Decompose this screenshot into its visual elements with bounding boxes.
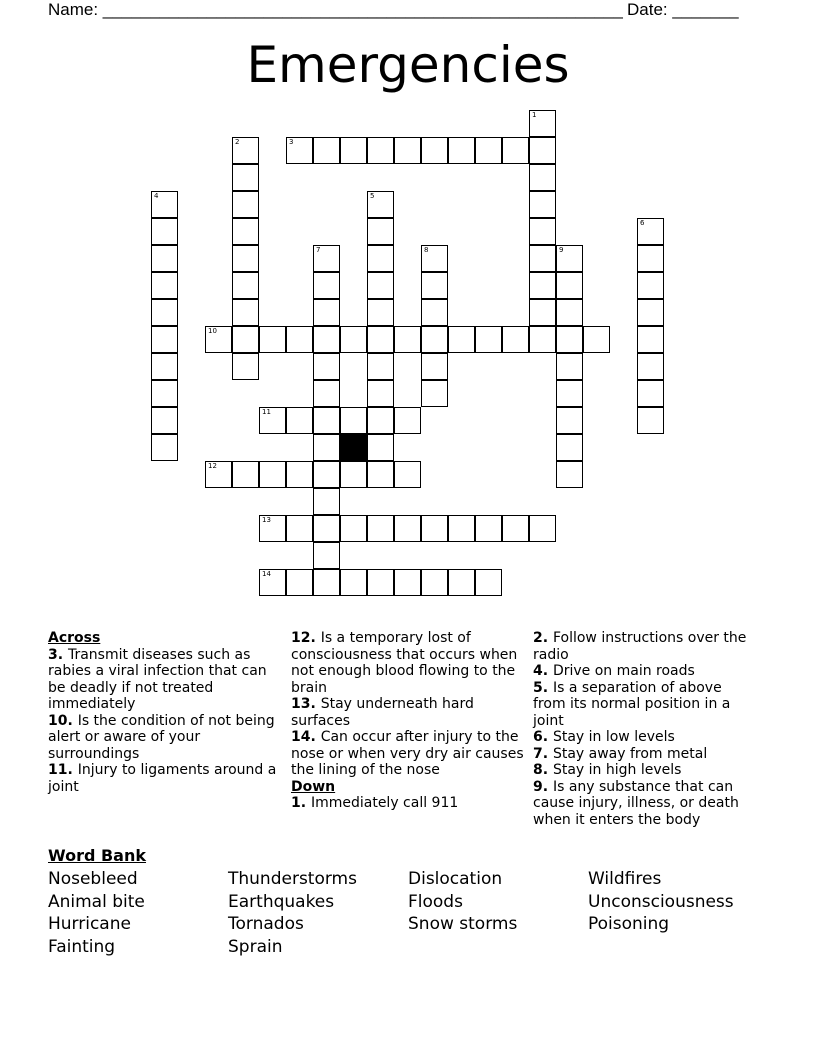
crossword-cell[interactable] (367, 137, 394, 164)
word-bank-item: Fainting (48, 937, 116, 957)
crossword-cell[interactable] (421, 569, 448, 596)
clue-down-1: 1. Immediately call 911 (291, 795, 459, 811)
clue-down-7: 7. Stay away from metal (533, 745, 708, 762)
crossword-cell[interactable] (313, 272, 340, 299)
clue-text: Transmit diseases such as rabies a viral infection that can be deadly if not treated immediately (48, 646, 267, 712)
crossword-cell[interactable] (556, 461, 583, 488)
crossword-cell[interactable] (529, 299, 556, 326)
crossword-cell[interactable] (367, 515, 394, 542)
cell-number: 6 (640, 219, 645, 227)
clue-number: 1 (291, 795, 301, 811)
crossword-cell[interactable] (529, 326, 556, 353)
crossword-cell[interactable] (637, 299, 664, 326)
crossword-cell[interactable] (151, 191, 178, 218)
clue-down-6: 6. Stay in low levels (533, 729, 675, 745)
crossword-cell[interactable] (232, 272, 259, 299)
crossword-cell[interactable] (556, 245, 583, 272)
crossword-cell[interactable] (448, 515, 475, 542)
crossword-cell[interactable] (637, 380, 664, 407)
clues-column-1 (48, 630, 283, 795)
clue-down-8: 8. Stay in high levels (533, 762, 682, 778)
crossword-cell[interactable] (232, 353, 259, 380)
crossword-cell[interactable] (259, 569, 286, 596)
clue-number: 7 (533, 745, 543, 762)
word-bank-item: Floods (408, 892, 463, 912)
crossword-cell[interactable] (232, 461, 259, 488)
word-bank-item: Dislocation (408, 869, 503, 889)
crossword-cell[interactable] (502, 326, 529, 353)
clue-number: 13 (291, 696, 311, 712)
crossword-cell[interactable] (367, 245, 394, 272)
crossword-cell[interactable] (556, 326, 583, 353)
crossword-cell[interactable] (340, 569, 367, 596)
word-bank-item: Poisoning (588, 914, 670, 934)
clue-number: 2 (533, 630, 543, 646)
crossword-cell[interactable] (340, 326, 367, 353)
crossword-cell[interactable] (340, 407, 367, 434)
clue-across-11: 11. Injury to ligaments around a joint (48, 762, 277, 795)
crossword-cell[interactable] (556, 434, 583, 461)
word-bank-item: Animal bite (48, 892, 145, 912)
crossword-cell[interactable] (151, 245, 178, 272)
word-bank-item: Earthquakes (228, 892, 335, 912)
word-bank-heading: Word Bank (48, 846, 147, 865)
clue-text: Drive on main roads (552, 663, 695, 679)
crossword-cell[interactable] (394, 515, 421, 542)
clue-number: 4 (533, 663, 543, 679)
crossword-cell[interactable] (313, 353, 340, 380)
word-bank-item: Unconsciousness (588, 892, 734, 912)
crossword-cell[interactable] (313, 515, 340, 542)
clue-number: 6 (533, 729, 543, 745)
crossword-cell[interactable] (367, 434, 394, 461)
crossword-cell[interactable] (394, 137, 421, 164)
clue-across-13: 13. Stay underneath hard surfaces (291, 696, 474, 729)
crossword-cell[interactable] (367, 218, 394, 245)
crossword-cell[interactable] (313, 434, 340, 461)
clue-number: 5 (533, 679, 543, 696)
crossword-cell[interactable] (421, 326, 448, 353)
crossword-cell[interactable] (421, 380, 448, 407)
clue-text: Stay away from metal (552, 745, 708, 762)
crossword-cell[interactable] (421, 245, 448, 272)
crossword-cell[interactable] (313, 380, 340, 407)
date-field-label: Date: _______ (627, 0, 739, 19)
cell-number: 8 (424, 246, 429, 254)
clue-text: Stay in high levels (552, 762, 682, 778)
crossword-cell[interactable] (286, 515, 313, 542)
crossword-cell[interactable] (556, 299, 583, 326)
crossword-cell[interactable] (286, 407, 313, 434)
clue-down-4: 4. Drive on main roads (533, 663, 695, 679)
clue-across-3: 3. Transmit diseases such as rabies a viral infection that can be deadly if not treated immediately (48, 646, 267, 712)
clue-number: 3 (48, 646, 58, 663)
crossword-cell[interactable] (367, 272, 394, 299)
word-bank-item: Thunderstorms (228, 869, 357, 889)
word-bank-item: Sprain (228, 937, 283, 957)
crossword-cell[interactable] (556, 380, 583, 407)
crossword-cell[interactable] (313, 245, 340, 272)
crossword-cell[interactable] (367, 191, 394, 218)
crossword-cell[interactable] (286, 569, 313, 596)
crossword-cell[interactable] (367, 407, 394, 434)
crossword-cell[interactable] (637, 326, 664, 353)
word-bank-item: Tornados (228, 914, 304, 934)
crossword-cell[interactable] (259, 407, 286, 434)
crossword-cell[interactable] (448, 326, 475, 353)
clue-down-2: 2. Follow instructions over the radio (533, 630, 747, 663)
crossword-cell[interactable] (394, 407, 421, 434)
crossword-cell[interactable] (286, 137, 313, 164)
crossword-cell[interactable] (313, 407, 340, 434)
crossword-cell[interactable] (529, 164, 556, 191)
clue-down-5: 5. Is a separation of above from its normal position in a joint (533, 679, 731, 729)
crossword-cell[interactable] (637, 353, 664, 380)
crossword-cell[interactable] (637, 272, 664, 299)
crossword-cell[interactable] (367, 461, 394, 488)
crossword-cell[interactable] (259, 326, 286, 353)
clue-across-10: 10. Is the condition of not being alert or aware of your surroundings (48, 712, 275, 762)
crossword-cell[interactable] (151, 218, 178, 245)
cell-number: 13 (262, 516, 271, 524)
crossword-cell[interactable] (529, 218, 556, 245)
crossword-cell[interactable] (421, 137, 448, 164)
crossword-cell[interactable] (232, 245, 259, 272)
crossword-cell[interactable] (556, 407, 583, 434)
cell-number: 4 (154, 192, 159, 200)
crossword-cell[interactable] (421, 515, 448, 542)
crossword-cell[interactable] (205, 461, 232, 488)
crossword-cell[interactable] (151, 326, 178, 353)
crossword-cell[interactable] (502, 515, 529, 542)
crossword-cell[interactable] (340, 515, 367, 542)
word-bank-item: Wildfires (588, 869, 662, 889)
clue-text: Injury to ligaments around a joint (48, 762, 277, 795)
clue-text: Follow instructions over the radio (533, 630, 747, 663)
crossword-cell[interactable] (529, 245, 556, 272)
crossword-cell[interactable] (367, 299, 394, 326)
crossword-cell[interactable] (286, 326, 313, 353)
crossword-cell[interactable] (232, 218, 259, 245)
crossword-cell[interactable] (313, 488, 340, 515)
crossword-cell[interactable] (367, 326, 394, 353)
page-title: Emergencies (246, 36, 570, 94)
crossword-cell[interactable] (151, 353, 178, 380)
cell-number: 11 (262, 408, 271, 416)
crossword-cell[interactable] (394, 569, 421, 596)
crossword-cell[interactable] (259, 515, 286, 542)
clue-number: 14 (291, 729, 311, 745)
crossword-cell[interactable] (286, 461, 313, 488)
crossword-cell[interactable] (151, 407, 178, 434)
crossword-cell[interactable] (205, 326, 232, 353)
crossword-cell[interactable] (232, 164, 259, 191)
crossword-cell[interactable] (232, 326, 259, 353)
clue-text: Is the condition of not being alert or aware of your surroundings (48, 712, 275, 762)
crossword-cell[interactable] (232, 299, 259, 326)
crossword-cell[interactable] (637, 407, 664, 434)
crossword-cell[interactable] (556, 353, 583, 380)
crossword-cell[interactable] (529, 272, 556, 299)
word-bank-item: Hurricane (48, 914, 131, 934)
crossword-cell[interactable] (151, 380, 178, 407)
crossword-cell[interactable] (313, 461, 340, 488)
crossword-cell[interactable] (556, 272, 583, 299)
clue-across-14: 14. Can occur after injury to the nose or when very dry air causes the lining of the nose (291, 729, 524, 778)
crossword-cell[interactable] (232, 191, 259, 218)
name-field-label: Name: _______________________________________________________ (48, 0, 623, 19)
crossword-cell[interactable] (232, 137, 259, 164)
word-bank-item: Nosebleed (48, 869, 138, 889)
crossword-cell[interactable] (313, 569, 340, 596)
crossword-cell[interactable] (394, 326, 421, 353)
crossword-cell[interactable] (448, 137, 475, 164)
clue-text: Can occur after injury to the nose or when very dry air causes the lining of the nose (291, 729, 524, 778)
crossword-cell[interactable] (421, 299, 448, 326)
down-heading: Down (291, 778, 336, 795)
cell-number: 3 (289, 138, 294, 146)
clue-number: 12 (291, 630, 311, 646)
clue-text: Stay in low levels (552, 729, 675, 745)
crossword-cell[interactable] (637, 218, 664, 245)
cell-number: 9 (559, 246, 564, 254)
crossword-cell[interactable] (340, 461, 367, 488)
word-bank-item: Snow storms (408, 914, 518, 934)
crossword-cell[interactable] (151, 299, 178, 326)
clue-number: 8 (533, 762, 543, 778)
across-heading: Across (48, 630, 101, 646)
crossword-cell[interactable] (529, 137, 556, 164)
crossword-cell[interactable] (367, 353, 394, 380)
crossword-cell[interactable] (529, 110, 556, 137)
clue-text: Is a temporary lost of consciousness that occurs when not enough blood flowing to the brain (291, 630, 518, 696)
cell-number: 12 (208, 462, 217, 470)
cell-number: 14 (262, 570, 271, 578)
cell-number: 10 (208, 327, 217, 335)
crossword-block-cell (340, 434, 367, 461)
crossword-cell[interactable] (637, 245, 664, 272)
clue-text: Stay underneath hard surfaces (291, 696, 474, 729)
crossword-cell[interactable] (313, 542, 340, 569)
clue-text: Is a separation of above from its normal position in a joint (533, 679, 731, 729)
crossword-cell[interactable] (475, 326, 502, 353)
crossword-cell[interactable] (367, 569, 394, 596)
crossword-cell[interactable] (394, 461, 421, 488)
crossword-cell[interactable] (421, 272, 448, 299)
crossword-cell[interactable] (475, 515, 502, 542)
crossword-cell[interactable] (529, 515, 556, 542)
cell-number: 5 (370, 192, 375, 200)
crossword-cell[interactable] (313, 299, 340, 326)
clues-column-2 (291, 630, 527, 812)
crossword-cell[interactable] (421, 353, 448, 380)
clue-number: 10 (48, 712, 68, 729)
crossword-cell[interactable] (313, 326, 340, 353)
crossword-cell[interactable] (448, 569, 475, 596)
crossword-cell[interactable] (475, 137, 502, 164)
clue-text: Immediately call 911 (310, 795, 459, 811)
clue-down-9: 9. Is any substance that can cause injury, illness, or death when it enters the body (533, 778, 739, 828)
cell-number: 2 (235, 138, 240, 146)
clue-across-12: 12. Is a temporary lost of consciousness that occurs when not enough blood flowing to the brain (291, 630, 518, 696)
crossword-cell[interactable] (340, 137, 367, 164)
crossword-cell[interactable] (367, 380, 394, 407)
cell-number: 7 (316, 246, 321, 254)
crossword-cell[interactable] (502, 137, 529, 164)
crossword-cell[interactable] (313, 137, 340, 164)
clue-number: 9 (533, 778, 543, 795)
clues-column-3 (533, 630, 758, 828)
clue-number: 11 (48, 762, 68, 778)
crossword-cell[interactable] (151, 434, 178, 461)
crossword-cell[interactable] (475, 569, 502, 596)
crossword-cell[interactable] (151, 272, 178, 299)
cell-number: 1 (532, 111, 537, 119)
crossword-cell[interactable] (583, 326, 610, 353)
clue-text: Is any substance that can cause injury, illness, or death when it enters the body (533, 778, 739, 828)
crossword-cell[interactable] (529, 191, 556, 218)
crossword-cell[interactable] (259, 461, 286, 488)
